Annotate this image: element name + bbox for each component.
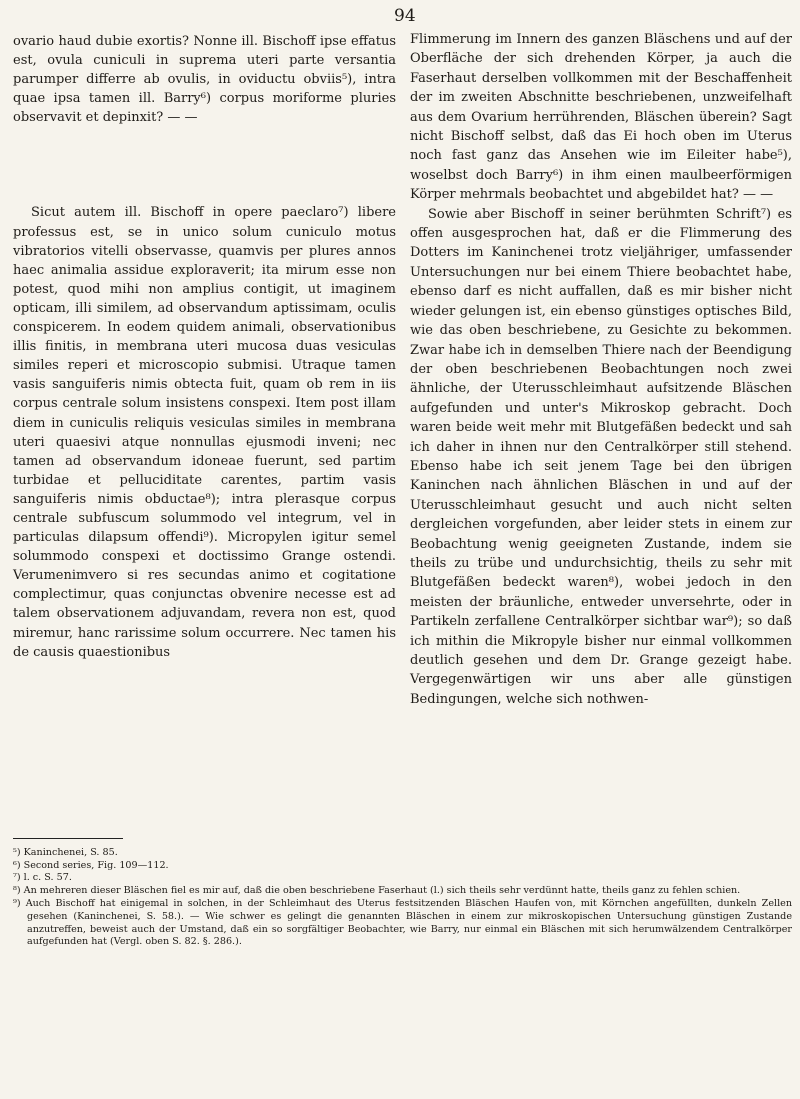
footnote-divider [13,838,123,839]
latin-column [13,32,396,662]
page-number: 94 [394,6,416,26]
footnote-5: ⁵) Kaninchenei, S. 85. [13,847,118,858]
german-paragraph-2: Sowie aber Bischoff in seiner berühmten Schrift⁷) es offen ausgesprochen hat, daß er die Flimmerung des Dotters im Kaninchenei trotz vieljähriger, umfassender Untersuchungen nur bei einem Thiere beobachtet habe, ebenso darf es nicht auffallen, daß es mir bisher nicht wieder gelungen ist, ein ebenso günstiges optisches Bild, wie das oben beschriebene, zu Gesichte zu bekommen. Zwar habe ich in demselben Thiere nach der Beendigung der oben beschriebenen Beobachtungen noch zwei ähnliche, der Uterusschleimhaut aufsitzende Bläschen aufgefunden und unter's Mikroskop gebracht. Doch waren beide weit mehr mit Blutgefäßen bedeckt und sah ich daher in ihnen nur den Centralkörper still stehend. Ebenso habe ich seit jenem Tage bei den übrigen Kaninchen nach ähnlichen Bläschen in und auf der Uterusschleimhaut gesucht und auch nicht selten dergleichen vorgefunden, aber leider stets in einem zur Beobachtung wenig geeigneten Zustande, indem sie theils zu trübe und undurchsichtig, theils zu sehr mit Blutgefäßen bedeckt waren⁸), wobei jedoch in den meisten der bräunliche, entweder unversehrte, oder in Partikeln zerfallene Centralkörper sichtbar war⁹); so daß ich mithin die Mikropyle bisher nur einmal vollkommen deutlich gesehen und dem Dr. Grange gezeigt habe. Vergegenwärtigen wir uns aber alle günstigen Bedingungen, welche sich nothwen- [410,206,792,707]
footnote-8: ⁸) An mehreren dieser Bläschen fiel es mir auf, daß die oben beschriebene Faserhaut (l.) sich theils sehr verdünnt hatte, theils ganz zu fehlen schien. [13,884,741,896]
footnote-7: ⁷) l. c. S. 57. [13,872,72,884]
german-column [410,30,792,709]
german-paragraph-1: Flimmerung im Innern des ganzen Bläschens und auf der Oberfläche der sich drehenden Körper, ja auch die Faserhaut derselben vollkommen mit der Beschaffenheit der im zweiten Abschnitte beschriebenen, unzweifelhaft aus dem Ovarium herrührenden, Bläschen überein? Sagt nicht Bischoff selbst, daß das Ei hoch oben im Uterus noch fast ganz das Ansehen wie im Eileiter habe⁵), woselbst doch Barry⁶) in ihm einen maulbeerförmigen Körper mehrmals beobachtet und abgebildet hat? — — [410,32,792,203]
footnote-6: ⁶) Second series, Fig. 109—112. [13,859,169,871]
footnotes [13,847,792,949]
latin-paragraph-1: ovario haud dubie exortis? Nonne ill. Bischoff ipse effatus est, ovula cuniculi in suprema uteri parte versantia parumper differre ab ovulis, in oviductu obviis⁵), intra quae ipsa tamen ill. Barry⁶) corpus moriforme pluries observavit et depinxit? — — [13,34,396,126]
latin-paragraph-2: Sicut autem ill. Bischoff in opere paeclaro⁷) libere professus est, se in unico solum cuniculo motus vibratorios vitelli observasse, quamvis per plures annos haec animalia assidue exploraverit; ita mirum esse non potest, quod mihi non amplius contigit, ut imaginem opticam, illi similem, ad observandum aptissimam, oculis conspicerem. In eodem quidem animali, observationibus illis finitis, in membrana uteri mucosa duas vesiculas similes reperi et microscopio submisi. Utraque tamen vasis sanguiferis nimis obtecta fuit, quam ob rem in iis corpus centrale solum insistens conspexi. Item post illam diem in cuniculis reliquis vesiculas similes in membrana uteri quaesivi atque nonnullas ejusmodi inveni; nec tamen ad observandum idoneae fuerunt, sed partim turbidae et pelluciditate carentes, partim vasis sanguiferis nimis obductae⁸); intra plerasque corpus centrale subfuscum solummodo vel integrum, vel in particulas dilapsum offendi⁹). Micropylen igitur semel solummodo conspexi et doctissimo Grange ostendi. Verumenimvero si res secundas animo et cogitatione complectimur, quas conjunctas obvenire necesse est ad talem observationem adjuvandam, revera non est, quod miremur, hanc rarissime solum occurrere. Nec tamen his de causis quaestionibus [13,205,396,660]
footnote-9: ⁹) Auch Bischoff hat einigemal in solchen, in der Schleimhaut des Uterus festsitzenden Bläschen Haufen von, mit Körnchen angefüllten, dunkeln Zellen gesehen (Kaninchenei, S. 58.). — Wie schwer es gelingt die genannten Bläschen in einem zur mikroskopischen Untersuchung günstigen Zustande anzutreffen, beweist auch der Umstand, daß ein so sorgfältiger Beobachter, wie Barry, nur einmal ein Bläschen mit sich herumwälzendem Centralkörper aufgefunden hat (Vergl. oben S. 82. §. 286.). [13,898,792,948]
